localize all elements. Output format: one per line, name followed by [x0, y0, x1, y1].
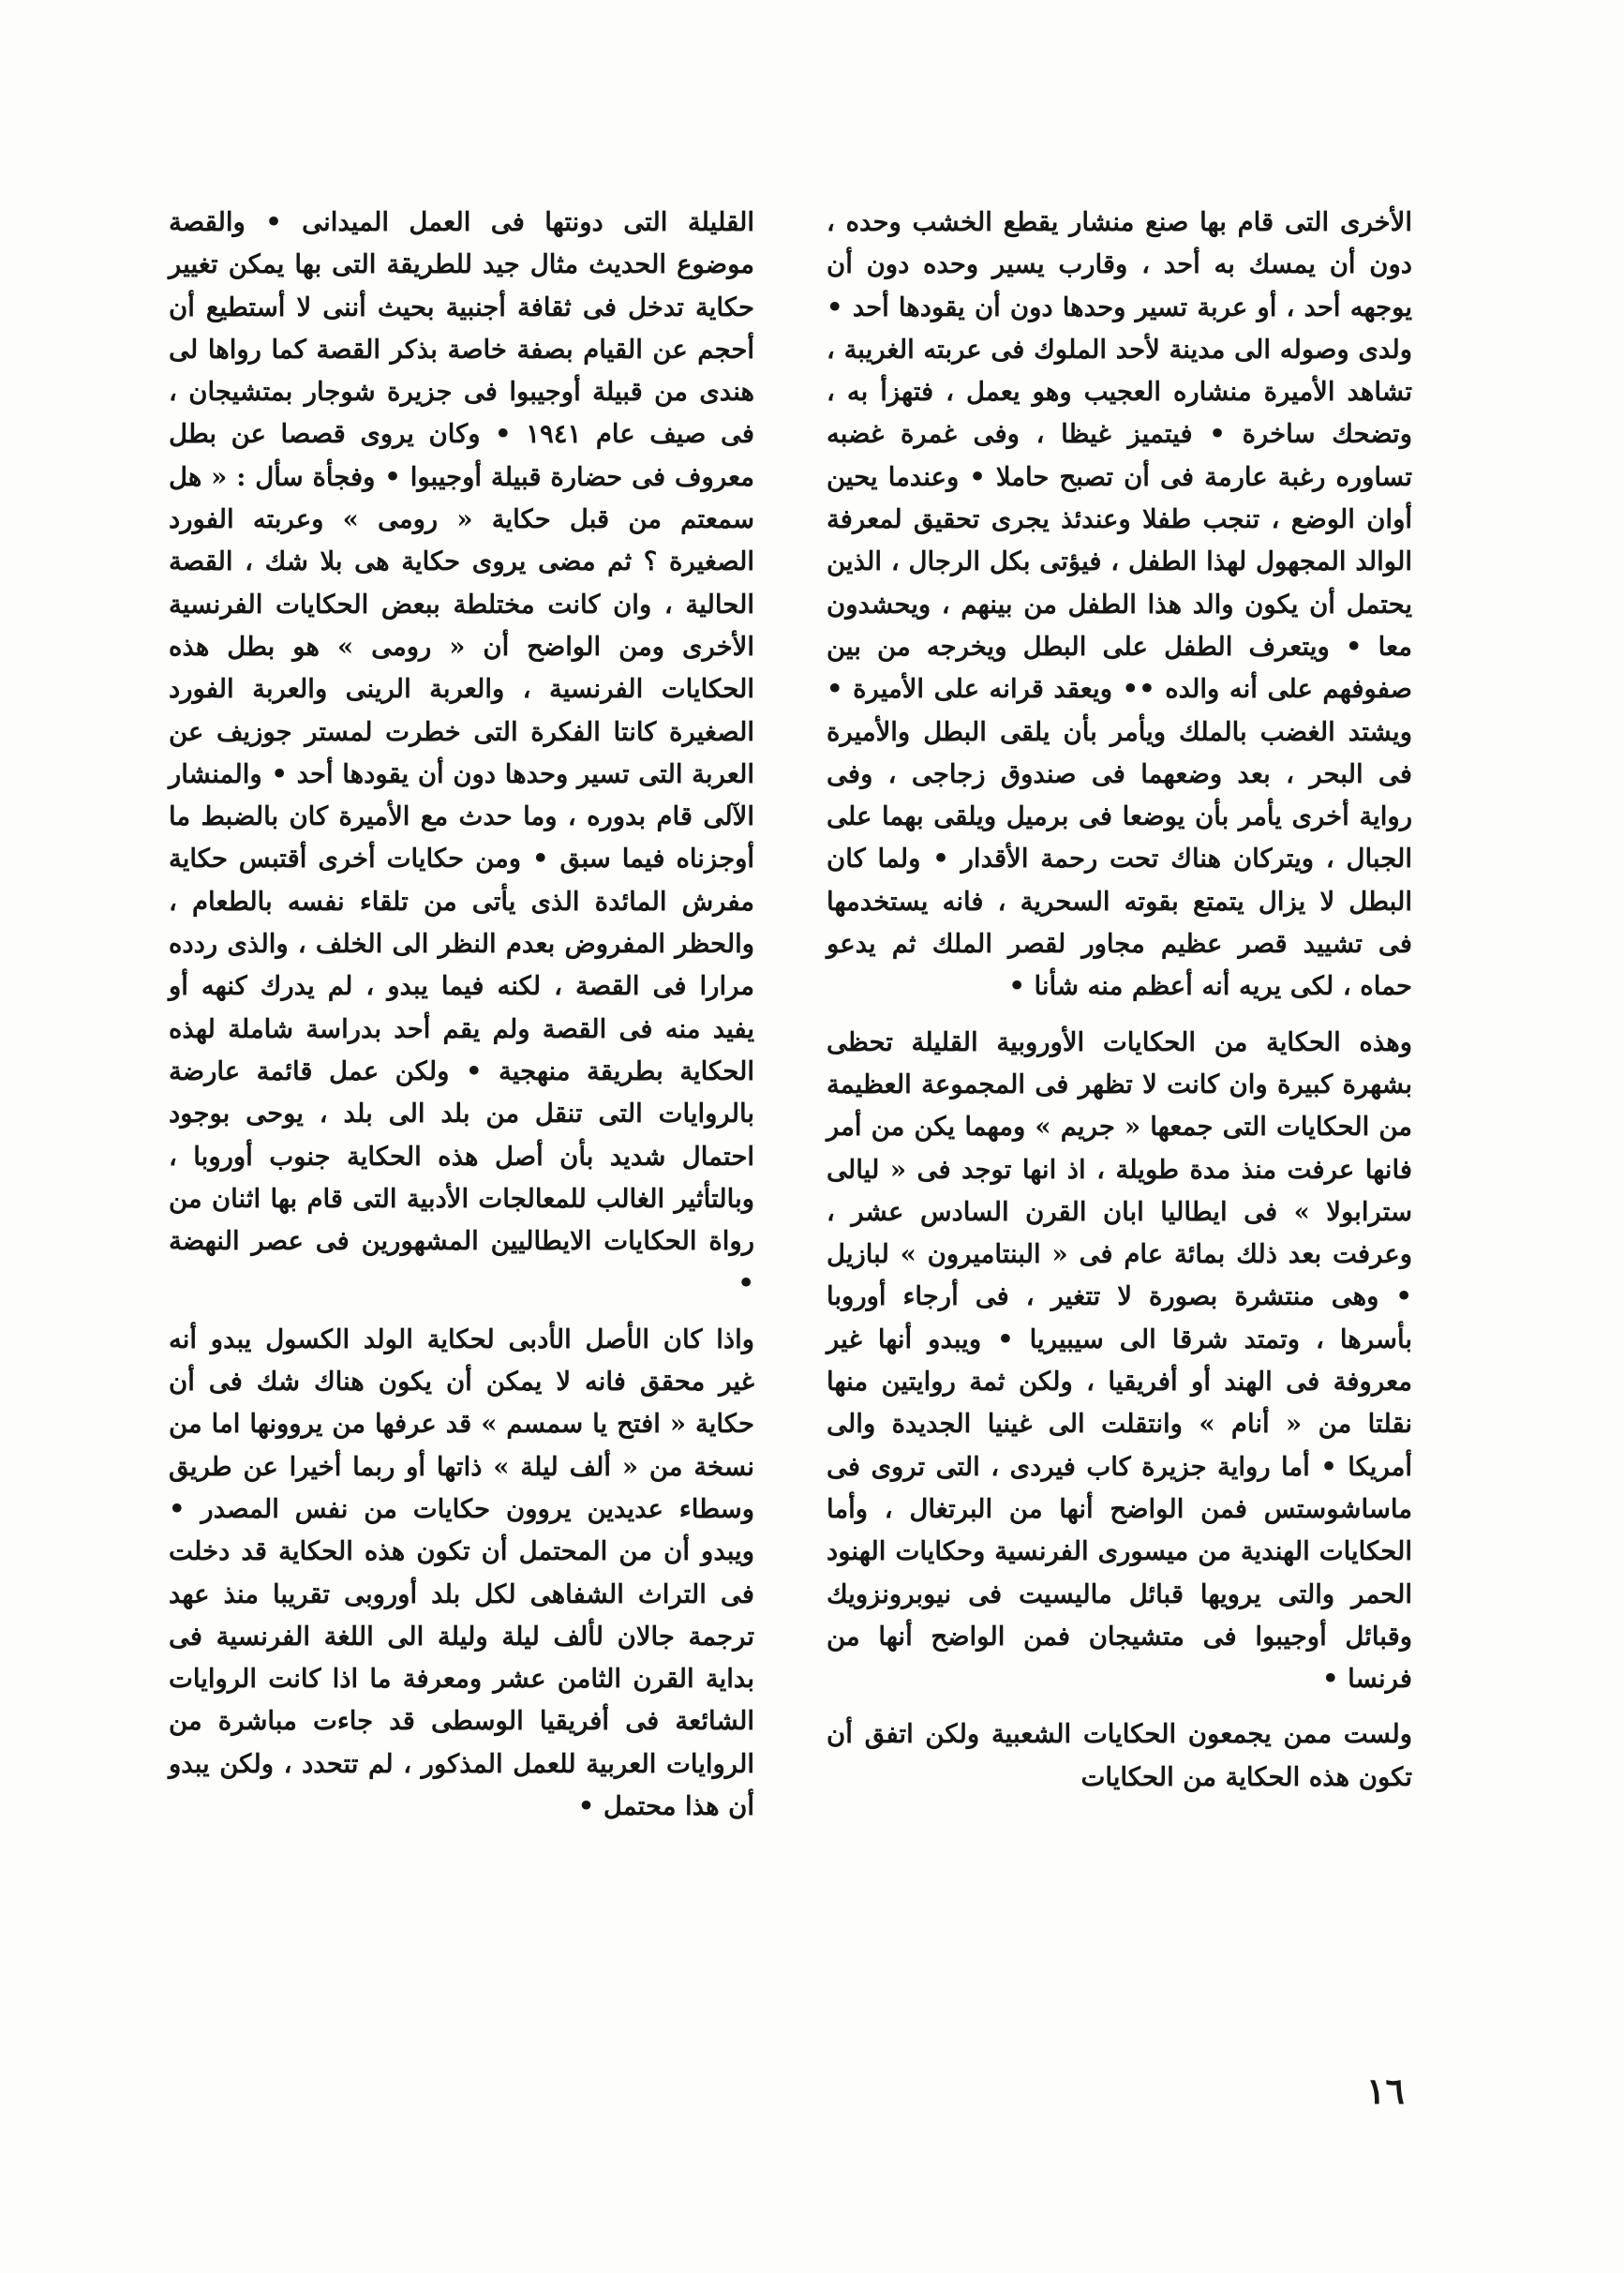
paragraph: ولست ممن يجمعون الحكايات الشعبية ولكن اتفق أن تكون هذه الحكاية من الحكايات: [827, 1719, 1412, 1792]
right-column: [827, 202, 1412, 1799]
paragraph: وهذه الحكاية من الحكايات الأوروبية القليلة تحظى بشهرة كبيرة وان كانت لا تظهر فى المجموعة العظيمة من الحكايات التى جمعها « جريم » ومهما يكن من أمر فانها عرفت منذ مدة طويلة ، اذ انها توجد فى « ليالى سترابولا » فى ايطاليا ابان القرن السادس عشر ، وعرفت بعد ذلك بمائة عام فى « البنتاميرون » لبازيل • وهى منتشرة بصورة لا تتغير ، فى أرجاء أوروبا بأسرها ، وتمتد شرقا الى سيبيريا • ويبدو أنها غير معروفة فى الهند أو أفريقيا ، ولكن ثمة روايتين منها نقلتا من « أنام » وانتقلت الى غينيا الجديدة والى أمريكا • أما رواية جزيرة كاب فيردى ، التى تروى فى ماساشوستس فمن الواضح أنها من البرتغال ، وأما الحكايات الهندية من ميسورى الفرنسية وحكايات الهنود الحمر والتى يرويها قبائل ماليسيت فى نيوبرونزويك وقبائل أوجيبوا فى متشيجان فمن الواضح أنها من فرنسا •: [827, 1026, 1412, 1695]
page-number: ١٦: [1366, 2070, 1405, 2112]
paragraph: الأخرى التى قام بها صنع منشار يقطع الخشب وحده ، دون أن يمسك به أحد ، وقارب يسير وحده دون أن يوجهه أحد ، أو عربة تسير وحدها دون أن يقودها أحد • ولدى وصوله الى مدينة لأحد الملوك فى عربته الغريبة ، تشاهد الأميرة منشاره العجيب وهو يعمل ، فتهزأ به ، وتضحك ساخرة • فيتميز غيظا ، وفى غمرة غضبه تساوره رغبة عارمة فى أن تصبح حاملا • وعندما يحين أوان الوضع ، تنجب طفلا وعندئذ يجرى تحقيق لمعرفة الوالد المجهول لهذا الطفل ، فيؤتى بكل الرجال ، الذين يحتمل أن يكون والد هذا الطفل من بينهم ، ويحشدون معا • ويتعرف الطفل على البطل ويخرجه من بين صفوفهم على أنه والده •• ويعقد قرانه على الأميرة • ويشتد الغضب بالملك ويأمر بأن يلقى البطل والأميرة فى البحر ، بعد وضعهما فى صندوق زجاجى ، وفى رواية أخرى يأمر بأن يوضعا فى برميل ويلقى بهما على الجبال ، ويتركان هناك تحت رحمة الأقدار • ولما كان البطل لا يزال يتمتع بقوته السحرية ، فانه يستخدمها فى تشييد قصر عظيم مجاور لقصر الملك ثم يدعو حماه ، لكى يريه أنه أعظم منه شأنا •: [827, 207, 1412, 1002]
left-column: [169, 202, 754, 1828]
paragraph: واذا كان الأصل الأدبى لحكاية الولد الكسول يبدو أنه غير محقق فانه لا يمكن أن يكون هناك شك فى أن حكاية « افتح يا سمسم » قد عرفها من يروونها اما من نسخة من « ألف ليلة » ذاتها أو ربما أخيرا عن طريق وسطاء عديدين يروون حكايات من نفس المصدر • ويبدو أن من المحتمل أن تكون هذه الحكاية قد دخلت فى التراث الشفاهى لكل بلد أوروبى تقريبا منذ عهد ترجمة جالان لألف ليلة وليلة الى اللغة الفرنسية فى بداية القرن الثامن عشر ومعرفة ما اذا كانت الروايات الشائعة فى أفريقيا الوسطى قد جاءت مباشرة من الروايات العربية للعمل المذكور ، لم تتحدد ، ولكن يبدو أن هذا محتمل •: [169, 1323, 754, 1821]
paragraph: القليلة التى دونتها فى العمل الميدانى • والقصة موضوع الحديث مثال جيد للطريقة التى بها يمكن تغيير حكاية تدخل فى ثقافة أجنبية بحيث أننى لا أستطيع أن أحجم عن القيام بصفة خاصة بذكر القصة كما رواها لى هندى من قبيلة أوجيبوا فى جزيرة شوجار بمتشيجان ، فى صيف عام ١٩٤١ • وكان يروى قصصا عن بطل معروف فى حضارة قبيلة أوجيبوا • وفجأة سأل : « هل سمعتم من قبل حكاية « رومى » وعربته الفورد الصغيرة ؟ ثم مضى يروى حكاية هى بلا شك ، القصة الحالية ، وان كانت مختلطة ببعض الحكايات الفرنسية الأخرى ومن الواضح أن « رومى » هو بطل هذه الحكايات الفرنسية ، والعربة الرينى والعربة الفورد الصغيرة كانتا الفكرة التى خطرت لمستر جوزيف عن العربة التى تسير وحدها دون أن يقودها أحد • والمنشار الآلى قام بدوره ، وما حدث مع الأميرة كان بالضبط ما أوجزناه فيما سبق • ومن حكايات أخرى أقتبس حكاية مفرش المائدة الذى يأتى من تلقاء نفسه بالطعام ، والحظر المفروض بعدم النظر الى الخلف ، والذى ردده مرارا فى القصة ، لكنه فيما يبدو ، لم يدرك كنهه أو يفيد منه فى القصة ولم يقم أحد بدراسة شاملة لهذه الحكاية بطريقة منهجية • ولكن عمل قائمة عارضة بالروايات التى تنقل من بلد الى بلد ، يوحى بوجود احتمال شديد بأن أصل هذه الحكاية جنوب أوروبا ، وبالتأثير الغالب للمعالجات الأدبية التى قام بها اثنان من رواة الحكايات الايطاليين المشهورين فى عصر النهضة •: [169, 207, 755, 1299]
